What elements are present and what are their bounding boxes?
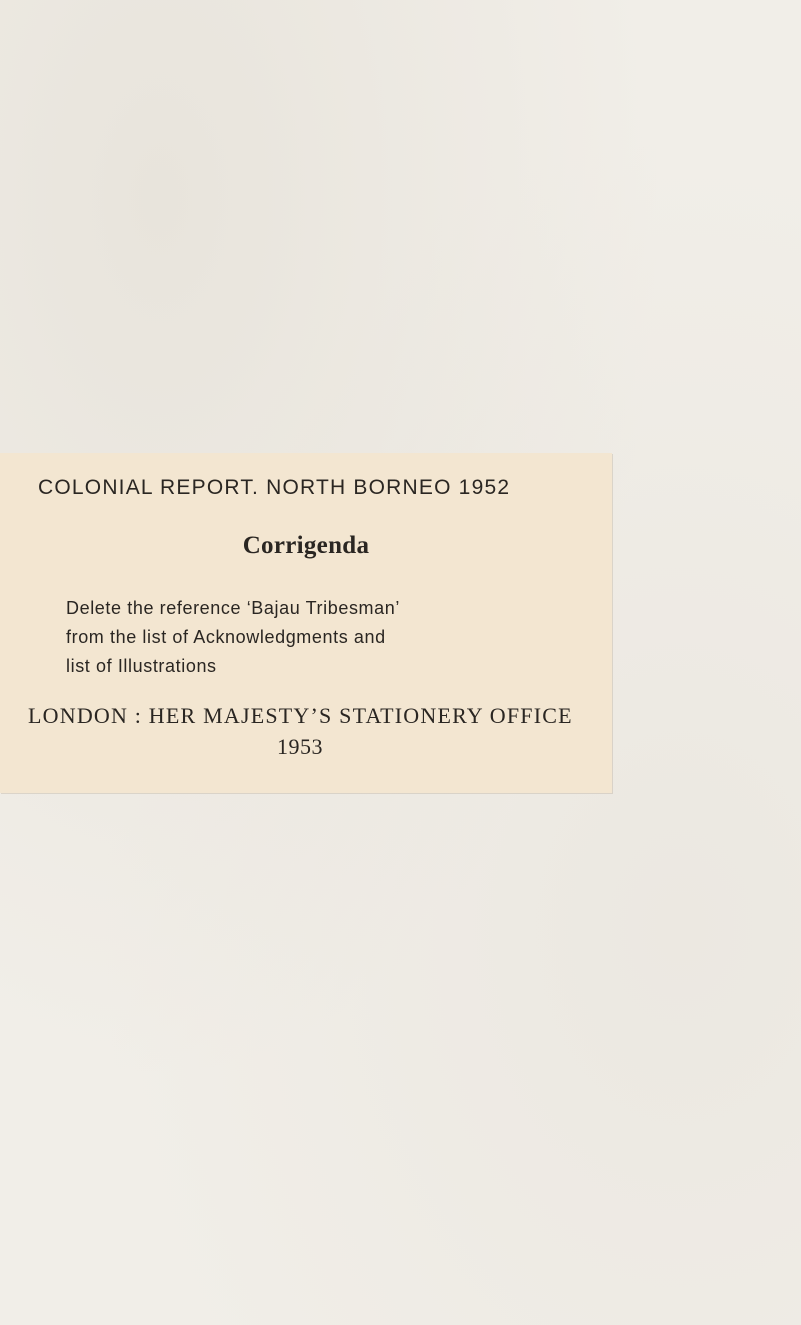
corrigenda-line: list of Illustrations	[66, 656, 217, 676]
corrigenda-line: from the list of Acknowledgments and	[66, 627, 386, 647]
corrigenda-line: Delete the reference ‘Bajau Tribesman’	[66, 598, 400, 618]
corrigenda-heading: Corrigenda	[242, 532, 370, 559]
series-title: COLONIAL REPORT. NORTH BORNEO 1952	[38, 476, 511, 499]
corrigenda-text	[66, 594, 566, 681]
publication-year: 1953	[277, 734, 323, 759]
publisher-line: LONDON : HER MAJESTY’S STATIONERY OFFICE	[28, 703, 573, 728]
